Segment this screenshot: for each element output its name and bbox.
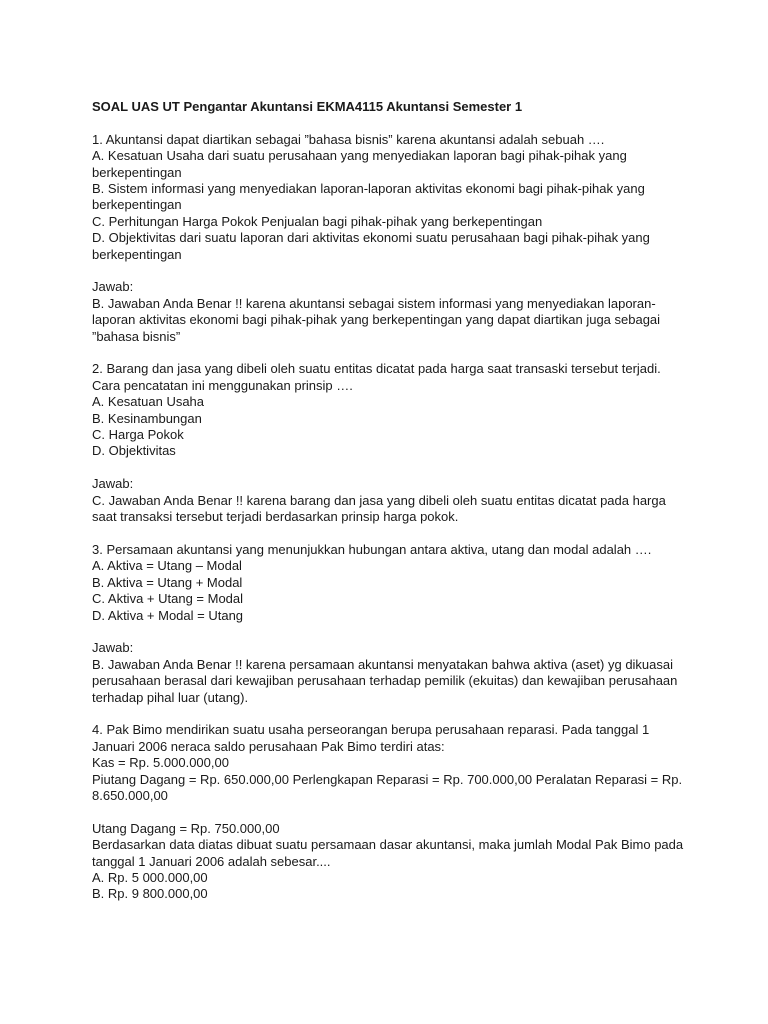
question-3-option-d: D. Aktiva + Modal = Utang (92, 607, 244, 623)
question-4-kas: Kas = Rp. 5.000.000,00 (92, 755, 229, 771)
question-4-intro: 4. Pak Bimo mendirikan suatu usaha perseorangan berupa perusahaan reparasi. Pada tanggal 1 Januari 2006 neraca saldo perusahaan Pak Bimo terdiri atas: (92, 722, 650, 754)
question-4-text: Berdasarkan data diatas dibuat suatu persamaan dasar akuntansi, maka jumlah Modal Pak Bimo pada tanggal 1 Januari 2006 adalah sebesar.... (92, 837, 684, 869)
question-1-option-c: C. Perhitungan Harga Pokok Penjualan bagi pihak-pihak yang berkepentingan (92, 213, 543, 229)
question-3-text: 3. Persamaan akuntansi yang menunjukkan hubungan antara aktiva, utang dan modal adalah …. (92, 541, 652, 557)
question-2-answer: C. Jawaban Anda Benar !! karena barang dan jasa yang dibeli oleh suatu entitas dicatat pada harga saat transaksi tersebut terjadi berdasarkan prinsip harga pokok. (92, 492, 666, 525)
question-1-option-d: D. Objektivitas dari suatu laporan dari aktivitas ekonomi suatu perusahaan bagi pihak-pihak yang berkepentingan (92, 230, 650, 262)
question-2-option-a: A. Kesatuan Usaha (92, 394, 205, 410)
question-1-answer: B. Jawaban Anda Benar !! karena akuntansi sebagai sistem informasi yang menyediakan laporan-laporan aktivitas ekonomi bagi pihak-pihak yang berkepentingan yang dapat diartikan juga sebagai ”bahasa bisnis” (92, 295, 661, 344)
question-4-option-b: B. Rp. 9 800.000,00 (92, 886, 208, 902)
question-2-answer-label: Jawab: (92, 476, 134, 492)
question-1-option-a: A. Kesatuan Usaha dari suatu perusahaan yang menyediakan laporan bagi pihak-pihak yang berkepentingan (92, 148, 627, 180)
question-4-option-a: A. Rp. 5 000.000,00 (92, 869, 208, 885)
question-1-answer-label: Jawab: (92, 279, 134, 295)
question-4-items: Piutang Dagang = Rp. 650.000,00 Perlengkapan Reparasi = Rp. 700.000,00 Peralatan Reparasi = Rp. 8.650.000,00 (92, 771, 683, 803)
question-2-option-b: B. Kesinambungan (92, 410, 202, 426)
question-3-option-b: B. Aktiva = Utang + Modal (92, 574, 243, 590)
question-3-option-c: C. Aktiva + Utang = Modal (92, 591, 244, 607)
question-4-utang: Utang Dagang = Rp. 750.000,00 (92, 820, 280, 836)
question-3-answer-label: Jawab: (92, 640, 134, 656)
question-2-option-c: C. Harga Pokok (92, 427, 184, 443)
document-title: SOAL UAS UT Pengantar Akuntansi EKMA4115 Akuntansi Semester 1 (92, 99, 523, 114)
question-1-option-b: B. Sistem informasi yang menyediakan laporan-laporan aktivitas ekonomi bagi pihak-pihak yang berkepentingan (92, 181, 645, 213)
question-2-option-d: D. Objektivitas (92, 443, 176, 459)
question-3-option-a: A. Aktiva = Utang – Modal (92, 558, 242, 574)
question-1-text: 1. Akuntansi dapat diartikan sebagai ”bahasa bisnis” karena akuntansi adalah sebuah …. (92, 131, 605, 147)
document-body (92, 99, 692, 903)
question-2-text: 2. Barang dan jasa yang dibeli oleh suatu entitas dicatat pada harga saat transaski tersebut terjadi. Cara pencatatan ini menggunakan prinsip …. (92, 361, 661, 393)
question-3-answer: B. Jawaban Anda Benar !! karena persamaan akuntansi menyatakan bahwa aktiva (aset) yg dikuasai perusahaan berasal dari kewajiban perusahaan terhadap pemilik (ekuitas) dan kewajiban perusahaan terhadap pihal luar (utang). (92, 656, 678, 705)
